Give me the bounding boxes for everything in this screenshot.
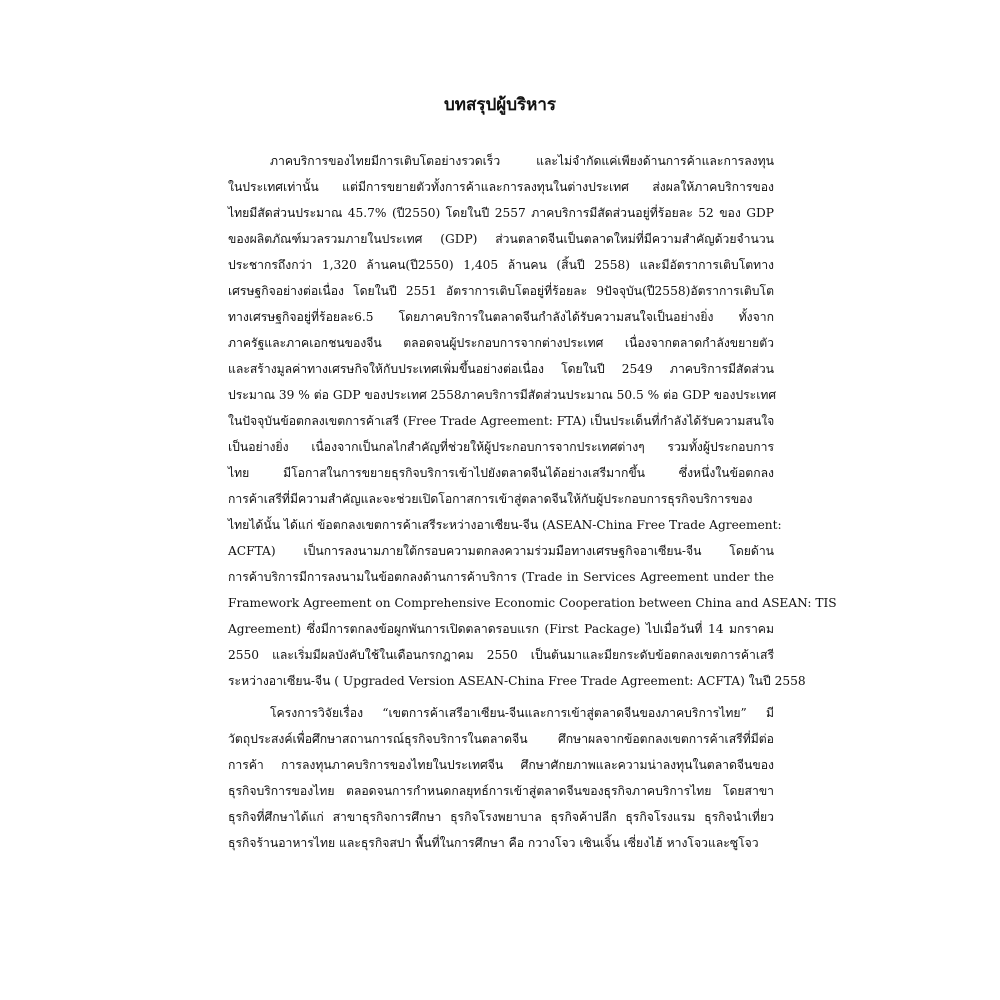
- paragraph-line: ACFTA) เป็นการลงนามภายใต้กรอบความตกลงความร่วมมือทางเศรษฐกิจอาเซียน-จีน โดยด้าน: [228, 544, 774, 558]
- paragraph-line: การค้า การลงทุนภาคบริการของไทยในประเทศจีน ศึกษาศักยภาพและความน่าลงทุนในตลาดจีนของ: [228, 758, 774, 772]
- paragraph-line: ไทย มีโอกาสในการขยายธุรกิจบริการเข้าไปยังตลาดจีนได้อย่างเสรีมากขึ้น ซึ่งหนึ่งในข้อตกลง: [228, 466, 774, 480]
- paragraph-line: ระหว่างอาเซียน-จีน ( Upgraded Version ASEAN-China Free Trade Agreement: ACFTA) ในปี 2558: [228, 674, 806, 688]
- paragraph-line: ทางเศรษฐกิจอยู่ที่ร้อยละ6.5 โดยภาคบริการในตลาดจีนกำลังได้รับความสนใจเป็นอย่างยิ่ง ทั้งจาก: [228, 310, 774, 324]
- paragraph-line: 2550 และเริ่มมีผลบังคับใช้ในเดือนกรกฎาคม 2550 เป็นต้นมาและมียกระดับข้อตกลงเขตการค้าเสรี: [228, 648, 774, 662]
- paragraph-line: การค้าบริการมีการลงนามในข้อตกลงด้านการค้าบริการ (Trade in Services Agreement under the: [228, 570, 774, 584]
- paragraph-line: วัตถุประสงค์เพื่อศึกษาสถานการณ์ธุรกิจบริการในตลาดจีน ศึกษาผลจากข้อตกลงเขตการค้าเสรีที่มีต่อ: [228, 732, 774, 746]
- paragraph-line: โครงการวิจัยเรื่อง “เขตการค้าเสรีอาเซียน-จีนและการเข้าสู่ตลาดจีนของภาคบริการไทย” มี: [270, 706, 774, 720]
- document-title: บทสรุปผู้บริหาร: [443, 95, 557, 115]
- paragraph-line: เศรษฐกิจอย่างต่อเนื่อง โดยในปี 2551 อัตราการเติบโตอยู่ที่ร้อยละ 9ปัจจุบัน(ปี2558)อัตราการเติบโต: [228, 284, 774, 298]
- paragraph-line: ภาคบริการของไทยมีการเติบโตอย่างรวดเร็ว และไม่จำกัดแค่เพียงด้านการค้าและการลงทุน: [270, 154, 774, 168]
- paragraph-line: Agreement) ซึ่งมีการตกลงข้อผูกพันการเปิดตลาดรอบแรก (First Package) ไปเมื่อวันที่ 14 มกราคม: [228, 622, 774, 636]
- paragraph-line: ธุรกิจที่ศึกษาได้แก่ สาขาธุรกิจการศึกษา ธุรกิจโรงพยาบาล ธุรกิจค้าปลีก ธุรกิจโรงแรม ธุรกิจนำเที่ยว: [228, 810, 774, 824]
- paragraph-line: ไทยได้นั้น ได้แก่ ข้อตกลงเขตการค้าเสรีระหว่างอาเซียน-จีน (ASEAN-China Free Trade Agreement:: [228, 518, 782, 532]
- paragraph-line: ธุรกิจร้านอาหารไทย และธุรกิจสปา พื้นที่ในการศึกษา คือ กวางโจว เซินเจิ้น เซี่ยงไฮ้ หางโจวและซูโจว: [228, 836, 759, 850]
- paragraph-line: ธุรกิจบริการของไทย ตลอดจนการกำหนดกลยุทธ์การเข้าสู่ตลาดจีนของธุรกิจภาคบริการไทย โดยสาขา: [228, 784, 774, 798]
- paragraph-line: ประมาณ 39 % ต่อ GDP ของประเทศ 2558ภาคบริการมีสัดส่วนประมาณ 50.5 % ต่อ GDP ของประเทศ: [228, 388, 777, 402]
- paragraph-line: และสร้างมูลค่าทางเศรษกิจให้กับประเทศเพิ่มขึ้นอย่างต่อเนื่อง โดยในปี 2549 ภาคบริการมีสัดส่วน: [228, 362, 774, 376]
- paragraph-line: การค้าเสรีที่มีความสำคัญและจะช่วยเปิดโอกาสการเข้าสู่ตลาดจีนให้กับผู้ประกอบการธุรกิจบริการของ: [228, 492, 753, 506]
- paragraph-line: ภาครัฐและภาคเอกชนของจีน ตลอดจนผู้ประกอบการจากต่างประเทศ เนื่องจากตลาดกำลังขยายตัว: [228, 336, 774, 350]
- paragraph-line: ไทยมีสัดส่วนประมาณ 45.7% (ปี2550) โดยในปี 2557 ภาคบริการมีสัดส่วนอยู่ที่ร้อยละ 52 ของ GDP: [228, 206, 774, 220]
- paragraph-line: เป็นอย่างยิ่ง เนื่องจากเป็นกลไกสำคัญที่ช่วยให้ผู้ประกอบการจากประเทศต่างๆ รวมทั้งผู้ประกอบการ: [228, 440, 774, 454]
- paragraph-line: ในประเทศเท่านั้น แต่มีการขยายตัวทั้งการค้าและการลงทุนในต่างประเทศ ส่งผลให้ภาคบริการของ: [228, 180, 774, 194]
- paragraph-line: ของผลิตภัณฑ์มวลรวมภายในประเทศ (GDP) ส่วนตลาดจีนเป็นตลาดใหม่ที่มีความสำคัญด้วยจำนวน: [228, 232, 774, 246]
- paragraph-line: ในปัจจุบันข้อตกลงเขตการค้าเสรี (Free Trade Agreement: FTA) เป็นประเด็นที่กำลังได้รับความสนใจ: [228, 414, 775, 428]
- paragraph-line: Framework Agreement on Comprehensive Economic Cooperation between China and ASEAN: TIS: [228, 596, 837, 610]
- paragraph-line: ประชากรถึงกว่า 1,320 ล้านคน(ปี2550) 1,405 ล้านคน (สิ้นปี 2558) และมีอัตราการเติบโตทาง: [228, 258, 774, 272]
